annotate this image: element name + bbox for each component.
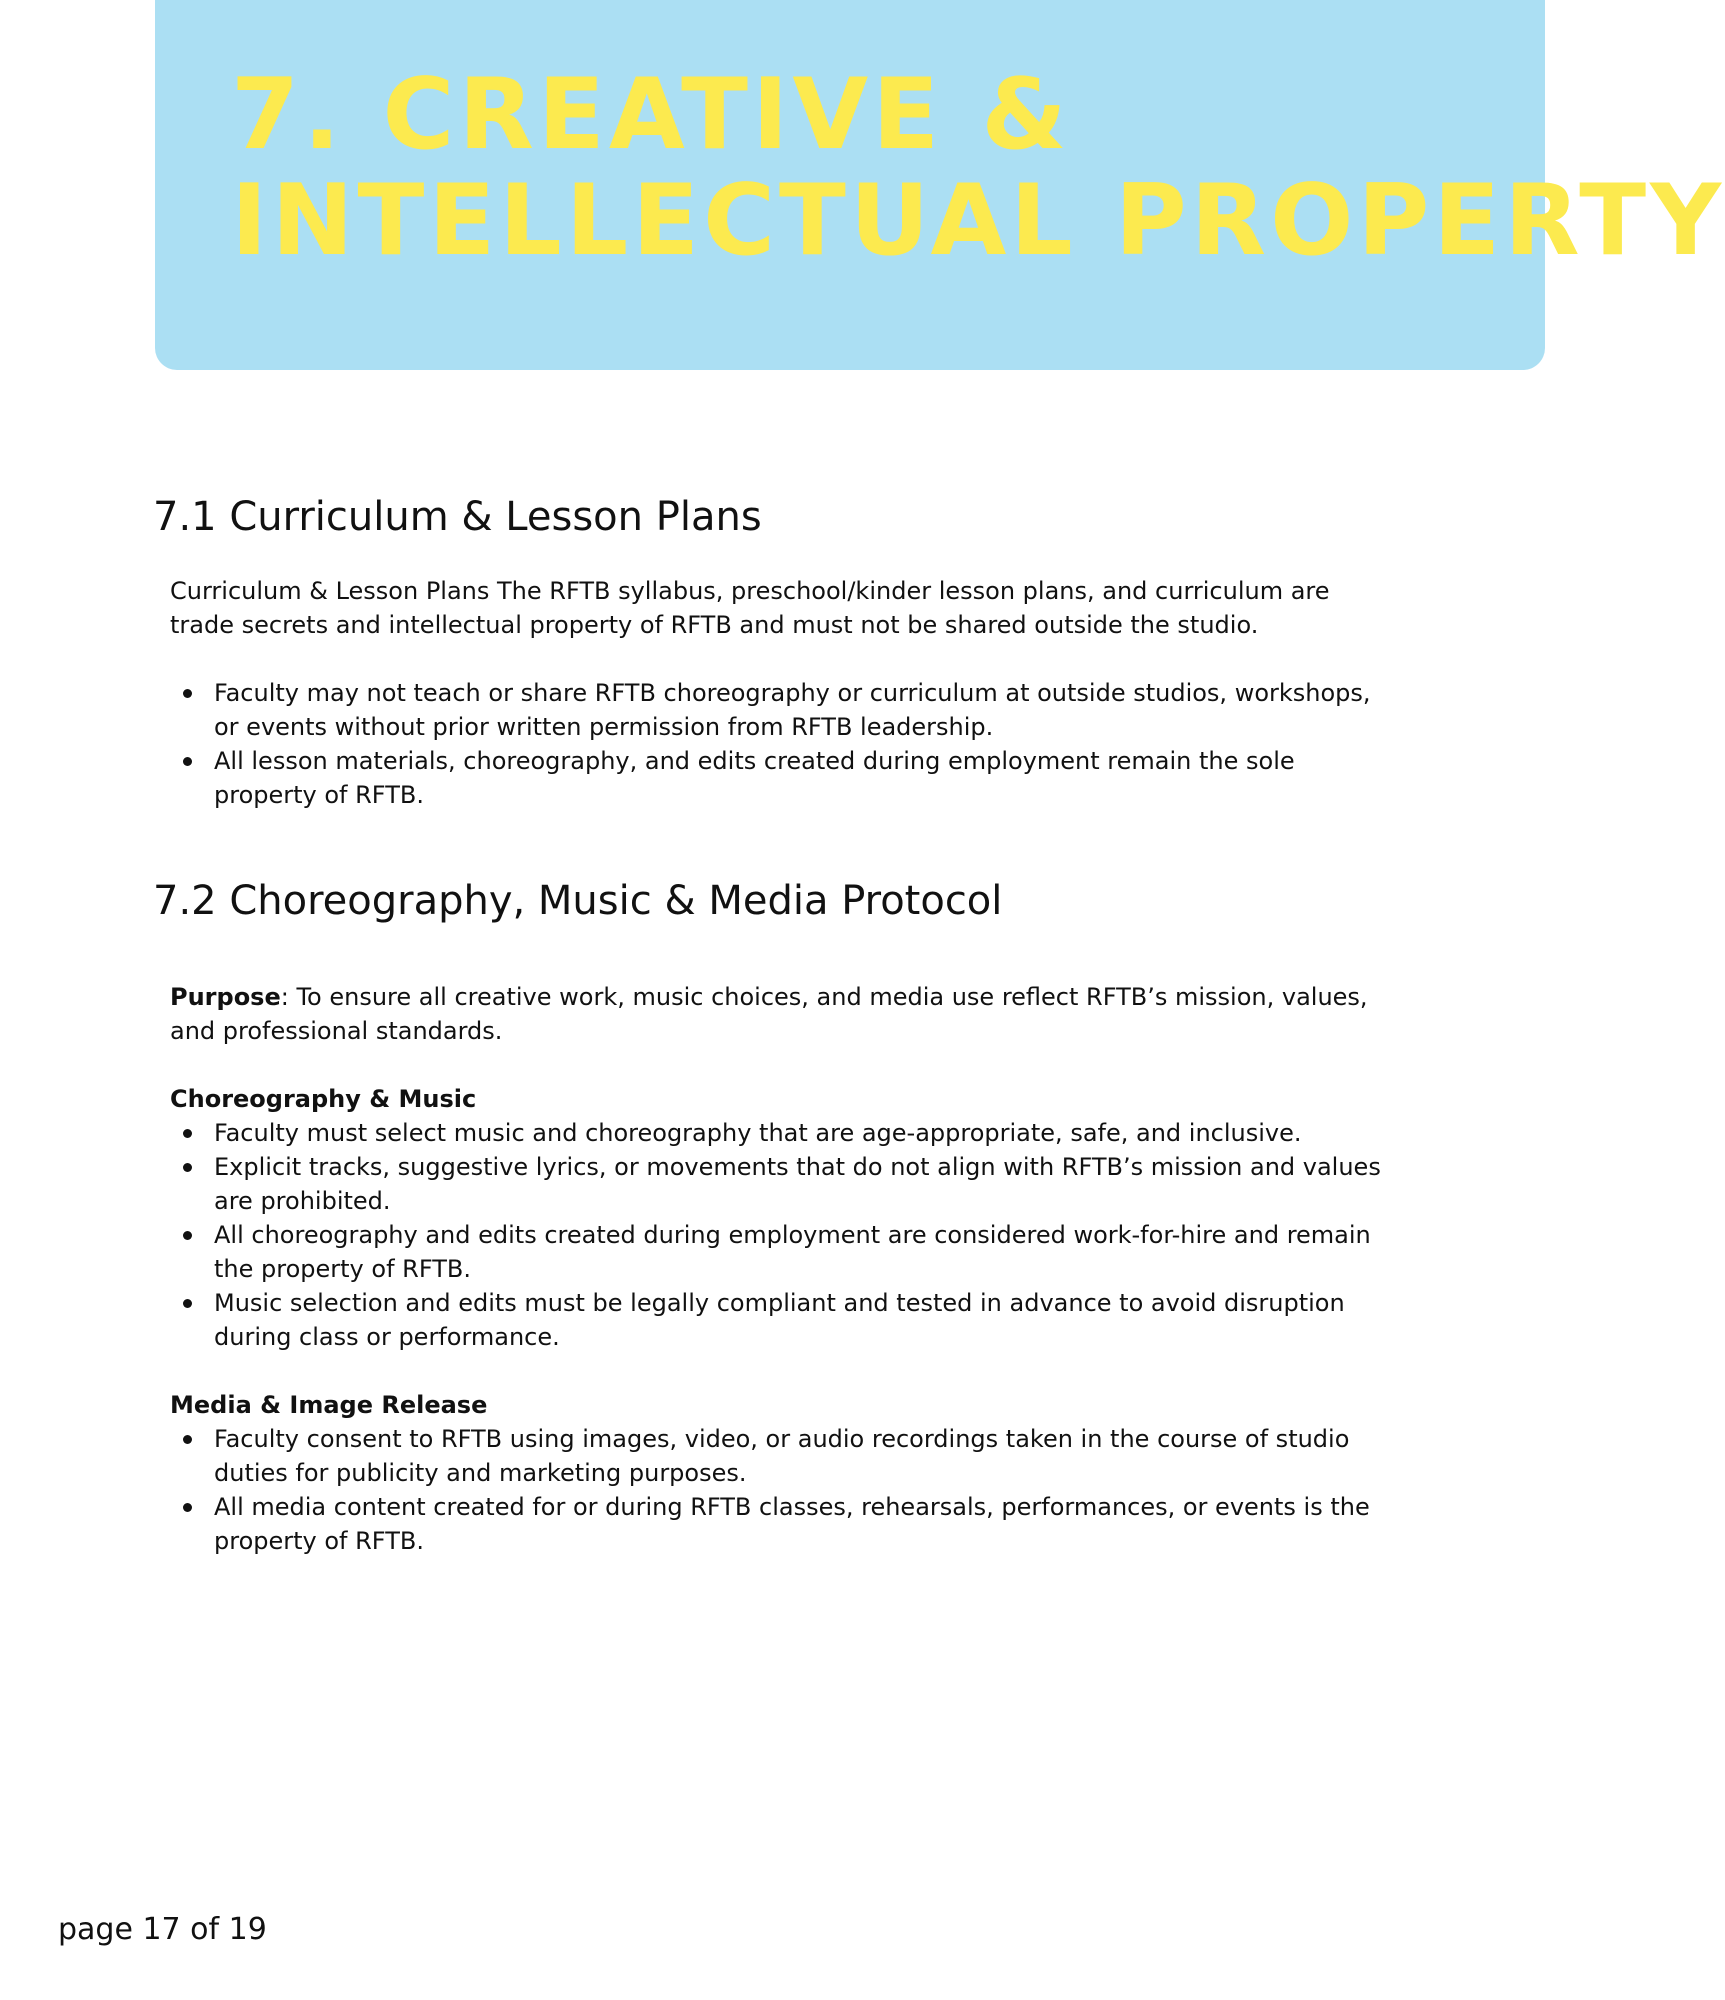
page-title-line-2: INTELLECTUAL PROPERTY	[231, 164, 1725, 278]
section-7-1-heading: 7.1 Curriculum & Lesson Plans	[153, 494, 762, 540]
section-7-1-bullet-list	[170, 676, 1400, 812]
choreography-music-bullet-list	[170, 1116, 1400, 1354]
page-title	[231, 58, 1725, 278]
list-item: All lesson materials, choreography, and edits created during employment remain the sole property of RFTB.	[170, 744, 1400, 812]
list-item: Faculty consent to RFTB using images, video, or audio recordings taken in the course of studio duties for publicity and marketing purposes.	[170, 1422, 1400, 1490]
purpose-text: : To ensure all creative work, music choices, and media use reflect RFTB’s mission, values, and professional standards.	[170, 983, 1368, 1045]
media-image-release-heading: Media & Image Release	[170, 1391, 488, 1419]
choreography-music-heading: Choreography & Music	[170, 1085, 477, 1113]
list-item: All choreography and edits created during employment are considered work-for-hire and remain the property of RFTB.	[170, 1218, 1400, 1286]
list-item: All media content created for or during RFTB classes, rehearsals, performances, or events is the property of RFTB.	[170, 1490, 1400, 1558]
list-item: Faculty may not teach or share RFTB choreography or curriculum at outside studios, workshops, or events without prior written permission from RFTB leadership.	[170, 676, 1400, 744]
section-7-2-body	[170, 980, 1400, 1558]
section-7-1-intro: Curriculum & Lesson Plans The RFTB syllabus, preschool/kinder lesson plans, and curriculum are trade secrets and intellectual property of RFTB and must not be shared outside the studio.	[170, 577, 1330, 639]
list-item: Music selection and edits must be legally compliant and tested in advance to avoid disruption during class or performance.	[170, 1286, 1400, 1354]
media-image-release-bullet-list	[170, 1422, 1400, 1558]
section-7-1-body	[170, 574, 1400, 812]
purpose-paragraph	[170, 980, 1400, 1048]
list-item: Faculty must select music and choreography that are age-appropriate, safe, and inclusive.	[170, 1116, 1400, 1150]
section-7-2-heading: 7.2 Choreography, Music & Media Protocol	[153, 878, 1003, 924]
page-title-line-1: 7. CREATIVE &	[231, 58, 1071, 172]
header-banner	[155, 0, 1725, 370]
list-item: Explicit tracks, suggestive lyrics, or movements that do not align with RFTB’s mission and values are prohibited.	[170, 1150, 1400, 1218]
page-number: page 17 of 19	[58, 1912, 267, 1947]
purpose-label: Purpose	[170, 983, 281, 1011]
